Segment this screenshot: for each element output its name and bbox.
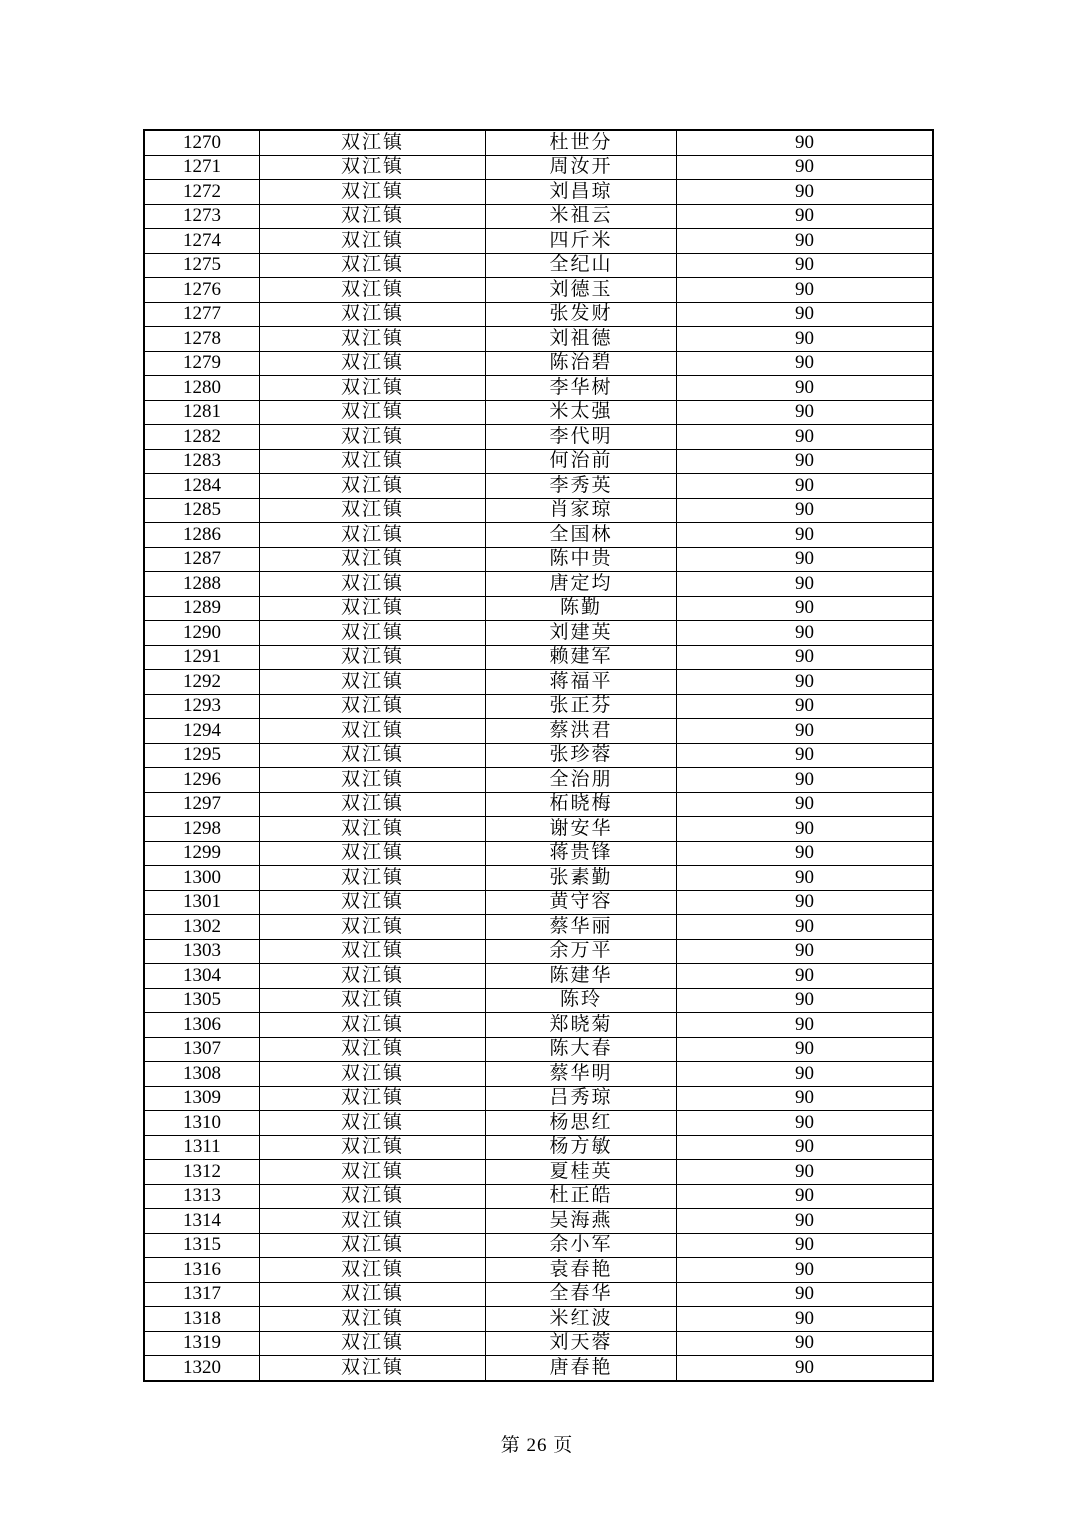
row-number-cell: 1291 <box>144 645 260 670</box>
town-cell: 双江镇 <box>260 964 486 989</box>
table-row <box>144 670 933 695</box>
table-row <box>144 1307 933 1332</box>
row-number-cell: 1272 <box>144 180 260 205</box>
table-row <box>144 1258 933 1283</box>
name-cell: 周汝开 <box>486 155 677 180</box>
town-cell: 双江镇 <box>260 743 486 768</box>
table-row <box>144 327 933 352</box>
town-cell: 双江镇 <box>260 1184 486 1209</box>
score-cell: 90 <box>677 1013 934 1038</box>
name-cell: 余万平 <box>486 939 677 964</box>
row-number-cell: 1276 <box>144 278 260 303</box>
score-cell: 90 <box>677 547 934 572</box>
table-row <box>144 1111 933 1136</box>
page-footer <box>0 1430 1074 1457</box>
name-cell: 蔡华明 <box>486 1062 677 1087</box>
table-row <box>144 988 933 1013</box>
table-row <box>144 400 933 425</box>
name-cell: 唐春艳 <box>486 1356 677 1381</box>
town-cell: 双江镇 <box>260 1062 486 1087</box>
town-cell: 双江镇 <box>260 400 486 425</box>
name-cell: 杜世分 <box>486 130 677 155</box>
town-cell: 双江镇 <box>260 1307 486 1332</box>
table-row <box>144 547 933 572</box>
score-cell: 90 <box>677 204 934 229</box>
score-cell: 90 <box>677 866 934 891</box>
town-cell: 双江镇 <box>260 449 486 474</box>
score-cell: 90 <box>677 229 934 254</box>
town-cell: 双江镇 <box>260 670 486 695</box>
row-number-cell: 1320 <box>144 1356 260 1381</box>
town-cell: 双江镇 <box>260 988 486 1013</box>
score-cell: 90 <box>677 988 934 1013</box>
table-row <box>144 1013 933 1038</box>
table-row <box>144 1331 933 1356</box>
row-number-cell: 1316 <box>144 1258 260 1283</box>
score-cell: 90 <box>677 351 934 376</box>
table-row <box>144 1209 933 1234</box>
row-number-cell: 1299 <box>144 841 260 866</box>
score-cell: 90 <box>677 596 934 621</box>
town-cell: 双江镇 <box>260 253 486 278</box>
roster-table-body <box>144 130 933 1381</box>
row-number-cell: 1290 <box>144 621 260 646</box>
score-cell: 90 <box>677 155 934 180</box>
score-cell: 90 <box>677 964 934 989</box>
row-number-cell: 1295 <box>144 743 260 768</box>
name-cell: 全治朋 <box>486 768 677 793</box>
score-cell: 90 <box>677 1209 934 1234</box>
table-row <box>144 523 933 548</box>
row-number-cell: 1296 <box>144 768 260 793</box>
town-cell: 双江镇 <box>260 939 486 964</box>
page-footer-suffix: 页 <box>553 1435 574 1456</box>
row-number-cell: 1318 <box>144 1307 260 1332</box>
town-cell: 双江镇 <box>260 1356 486 1381</box>
row-number-cell: 1308 <box>144 1062 260 1087</box>
name-cell: 吕秀琼 <box>486 1086 677 1111</box>
name-cell: 杨思红 <box>486 1111 677 1136</box>
name-cell: 刘天蓉 <box>486 1331 677 1356</box>
row-number-cell: 1301 <box>144 890 260 915</box>
row-number-cell: 1271 <box>144 155 260 180</box>
table-row <box>144 1282 933 1307</box>
row-number-cell: 1307 <box>144 1037 260 1062</box>
town-cell: 双江镇 <box>260 302 486 327</box>
town-cell: 双江镇 <box>260 768 486 793</box>
town-cell: 双江镇 <box>260 376 486 401</box>
name-cell: 夏桂英 <box>486 1160 677 1185</box>
town-cell: 双江镇 <box>260 547 486 572</box>
score-cell: 90 <box>677 841 934 866</box>
town-cell: 双江镇 <box>260 890 486 915</box>
score-cell: 90 <box>677 498 934 523</box>
town-cell: 双江镇 <box>260 1258 486 1283</box>
row-number-cell: 1287 <box>144 547 260 572</box>
row-number-cell: 1303 <box>144 939 260 964</box>
town-cell: 双江镇 <box>260 866 486 891</box>
page-footer-prefix: 第 <box>500 1435 521 1456</box>
name-cell: 唐定均 <box>486 572 677 597</box>
row-number-cell: 1279 <box>144 351 260 376</box>
name-cell: 全春华 <box>486 1282 677 1307</box>
row-number-cell: 1274 <box>144 229 260 254</box>
table-row <box>144 204 933 229</box>
score-cell: 90 <box>677 1111 934 1136</box>
table-row <box>144 449 933 474</box>
table-row <box>144 1356 933 1381</box>
town-cell: 双江镇 <box>260 278 486 303</box>
name-cell: 李华树 <box>486 376 677 401</box>
town-cell: 双江镇 <box>260 817 486 842</box>
row-number-cell: 1317 <box>144 1282 260 1307</box>
score-cell: 90 <box>677 1135 934 1160</box>
row-number-cell: 1280 <box>144 376 260 401</box>
score-cell: 90 <box>677 1282 934 1307</box>
name-cell: 张珍蓉 <box>486 743 677 768</box>
row-number-cell: 1298 <box>144 817 260 842</box>
table-row <box>144 376 933 401</box>
town-cell: 双江镇 <box>260 841 486 866</box>
row-number-cell: 1313 <box>144 1184 260 1209</box>
score-cell: 90 <box>677 1037 934 1062</box>
score-cell: 90 <box>677 1331 934 1356</box>
table-row <box>144 498 933 523</box>
table-row <box>144 915 933 940</box>
table-row <box>144 1062 933 1087</box>
row-number-cell: 1283 <box>144 449 260 474</box>
score-cell: 90 <box>677 180 934 205</box>
name-cell: 刘祖德 <box>486 327 677 352</box>
row-number-cell: 1319 <box>144 1331 260 1356</box>
table-row <box>144 1037 933 1062</box>
row-number-cell: 1284 <box>144 474 260 499</box>
town-cell: 双江镇 <box>260 1282 486 1307</box>
name-cell: 黄守容 <box>486 890 677 915</box>
score-cell: 90 <box>677 449 934 474</box>
name-cell: 柘晓梅 <box>486 792 677 817</box>
town-cell: 双江镇 <box>260 719 486 744</box>
name-cell: 肖家琼 <box>486 498 677 523</box>
name-cell: 蒋贵锋 <box>486 841 677 866</box>
name-cell: 米太强 <box>486 400 677 425</box>
town-cell: 双江镇 <box>260 180 486 205</box>
table-row <box>144 474 933 499</box>
town-cell: 双江镇 <box>260 1037 486 1062</box>
score-cell: 90 <box>677 817 934 842</box>
score-cell: 90 <box>677 1086 934 1111</box>
town-cell: 双江镇 <box>260 621 486 646</box>
name-cell: 郑晓菊 <box>486 1013 677 1038</box>
row-number-cell: 1292 <box>144 670 260 695</box>
score-cell: 90 <box>677 253 934 278</box>
row-number-cell: 1309 <box>144 1086 260 1111</box>
score-cell: 90 <box>677 400 934 425</box>
town-cell: 双江镇 <box>260 204 486 229</box>
name-cell: 陈勤 <box>486 596 677 621</box>
town-cell: 双江镇 <box>260 1160 486 1185</box>
name-cell: 全国林 <box>486 523 677 548</box>
town-cell: 双江镇 <box>260 1331 486 1356</box>
row-number-cell: 1270 <box>144 130 260 155</box>
name-cell: 蒋福平 <box>486 670 677 695</box>
score-cell: 90 <box>677 523 934 548</box>
row-number-cell: 1294 <box>144 719 260 744</box>
town-cell: 双江镇 <box>260 1013 486 1038</box>
name-cell: 张正芬 <box>486 694 677 719</box>
name-cell: 陈中贵 <box>486 547 677 572</box>
table-row <box>144 817 933 842</box>
table-row <box>144 1135 933 1160</box>
name-cell: 全纪山 <box>486 253 677 278</box>
score-cell: 90 <box>677 302 934 327</box>
score-cell: 90 <box>677 621 934 646</box>
score-cell: 90 <box>677 327 934 352</box>
row-number-cell: 1281 <box>144 400 260 425</box>
table-row <box>144 180 933 205</box>
name-cell: 陈治碧 <box>486 351 677 376</box>
score-cell: 90 <box>677 1307 934 1332</box>
score-cell: 90 <box>677 1160 934 1185</box>
score-cell: 90 <box>677 719 934 744</box>
town-cell: 双江镇 <box>260 474 486 499</box>
table-row <box>144 792 933 817</box>
town-cell: 双江镇 <box>260 694 486 719</box>
score-cell: 90 <box>677 1233 934 1258</box>
table-row <box>144 1233 933 1258</box>
row-number-cell: 1275 <box>144 253 260 278</box>
town-cell: 双江镇 <box>260 155 486 180</box>
name-cell: 李秀英 <box>486 474 677 499</box>
row-number-cell: 1273 <box>144 204 260 229</box>
page-number: 26 <box>526 1435 548 1456</box>
town-cell: 双江镇 <box>260 572 486 597</box>
table-row <box>144 425 933 450</box>
town-cell: 双江镇 <box>260 915 486 940</box>
name-cell: 张素勤 <box>486 866 677 891</box>
town-cell: 双江镇 <box>260 792 486 817</box>
town-cell: 双江镇 <box>260 523 486 548</box>
row-number-cell: 1306 <box>144 1013 260 1038</box>
town-cell: 双江镇 <box>260 1233 486 1258</box>
town-cell: 双江镇 <box>260 327 486 352</box>
score-cell: 90 <box>677 645 934 670</box>
name-cell: 吴海燕 <box>486 1209 677 1234</box>
row-number-cell: 1312 <box>144 1160 260 1185</box>
table-row <box>144 964 933 989</box>
name-cell: 余小军 <box>486 1233 677 1258</box>
table-row <box>144 596 933 621</box>
name-cell: 赖建军 <box>486 645 677 670</box>
row-number-cell: 1288 <box>144 572 260 597</box>
row-number-cell: 1289 <box>144 596 260 621</box>
table-row <box>144 890 933 915</box>
table-row <box>144 572 933 597</box>
name-cell: 蔡洪君 <box>486 719 677 744</box>
town-cell: 双江镇 <box>260 498 486 523</box>
table-row <box>144 302 933 327</box>
name-cell: 陈玲 <box>486 988 677 1013</box>
table-row <box>144 229 933 254</box>
name-cell: 陈建华 <box>486 964 677 989</box>
name-cell: 陈大春 <box>486 1037 677 1062</box>
score-cell: 90 <box>677 670 934 695</box>
row-number-cell: 1293 <box>144 694 260 719</box>
score-cell: 90 <box>677 1184 934 1209</box>
name-cell: 李代明 <box>486 425 677 450</box>
name-cell: 米祖云 <box>486 204 677 229</box>
name-cell: 杨方敏 <box>486 1135 677 1160</box>
row-number-cell: 1278 <box>144 327 260 352</box>
score-cell: 90 <box>677 130 934 155</box>
name-cell: 四斤米 <box>486 229 677 254</box>
table-row <box>144 621 933 646</box>
town-cell: 双江镇 <box>260 1135 486 1160</box>
table-row <box>144 645 933 670</box>
name-cell: 杜正皓 <box>486 1184 677 1209</box>
table-row <box>144 1160 933 1185</box>
roster-table <box>143 129 934 1382</box>
score-cell: 90 <box>677 1062 934 1087</box>
row-number-cell: 1300 <box>144 866 260 891</box>
row-number-cell: 1304 <box>144 964 260 989</box>
score-cell: 90 <box>677 792 934 817</box>
score-cell: 90 <box>677 572 934 597</box>
name-cell: 刘昌琼 <box>486 180 677 205</box>
town-cell: 双江镇 <box>260 645 486 670</box>
town-cell: 双江镇 <box>260 130 486 155</box>
town-cell: 双江镇 <box>260 229 486 254</box>
score-cell: 90 <box>677 694 934 719</box>
score-cell: 90 <box>677 474 934 499</box>
town-cell: 双江镇 <box>260 425 486 450</box>
row-number-cell: 1286 <box>144 523 260 548</box>
town-cell: 双江镇 <box>260 351 486 376</box>
row-number-cell: 1314 <box>144 1209 260 1234</box>
score-cell: 90 <box>677 376 934 401</box>
name-cell: 米红波 <box>486 1307 677 1332</box>
score-cell: 90 <box>677 915 934 940</box>
table-row <box>144 866 933 891</box>
table-row <box>144 694 933 719</box>
name-cell: 刘建英 <box>486 621 677 646</box>
table-row <box>144 351 933 376</box>
row-number-cell: 1310 <box>144 1111 260 1136</box>
table-row <box>144 1086 933 1111</box>
name-cell: 袁春艳 <box>486 1258 677 1283</box>
score-cell: 90 <box>677 1356 934 1381</box>
score-cell: 90 <box>677 939 934 964</box>
town-cell: 双江镇 <box>260 596 486 621</box>
name-cell: 刘德玉 <box>486 278 677 303</box>
row-number-cell: 1277 <box>144 302 260 327</box>
name-cell: 张发财 <box>486 302 677 327</box>
name-cell: 谢安华 <box>486 817 677 842</box>
table-row <box>144 743 933 768</box>
table-row <box>144 253 933 278</box>
score-cell: 90 <box>677 425 934 450</box>
town-cell: 双江镇 <box>260 1209 486 1234</box>
row-number-cell: 1311 <box>144 1135 260 1160</box>
name-cell: 蔡华丽 <box>486 915 677 940</box>
score-cell: 90 <box>677 890 934 915</box>
score-cell: 90 <box>677 278 934 303</box>
name-cell: 何治前 <box>486 449 677 474</box>
score-cell: 90 <box>677 1258 934 1283</box>
row-number-cell: 1302 <box>144 915 260 940</box>
table-row <box>144 130 933 155</box>
table-row <box>144 841 933 866</box>
table-row <box>144 719 933 744</box>
table-row <box>144 278 933 303</box>
table-row <box>144 155 933 180</box>
row-number-cell: 1297 <box>144 792 260 817</box>
row-number-cell: 1315 <box>144 1233 260 1258</box>
table-row <box>144 768 933 793</box>
row-number-cell: 1305 <box>144 988 260 1013</box>
score-cell: 90 <box>677 743 934 768</box>
row-number-cell: 1285 <box>144 498 260 523</box>
score-cell: 90 <box>677 768 934 793</box>
table-row <box>144 939 933 964</box>
row-number-cell: 1282 <box>144 425 260 450</box>
table-row <box>144 1184 933 1209</box>
town-cell: 双江镇 <box>260 1111 486 1136</box>
town-cell: 双江镇 <box>260 1086 486 1111</box>
